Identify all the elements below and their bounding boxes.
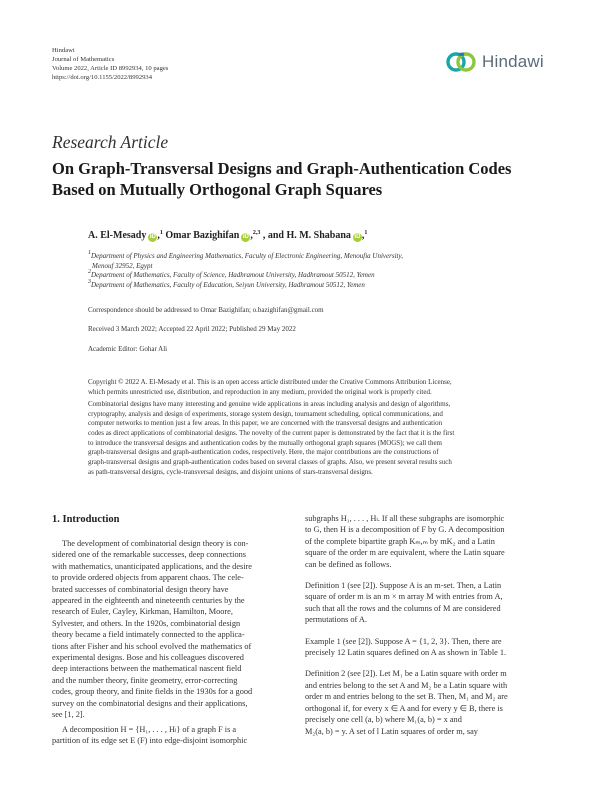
affiliation-2: $^2$Department of Mathematics, Faculty of Science, Hadhramout University, Hadhramout 50512, Yemen [88,269,375,280]
volume-line: Volume 2022, Article ID 8992934, 10 pages [52,65,169,72]
orcid-icon[interactable]: iD [242,234,249,240]
author-2-affil: 2,3 [252,230,261,236]
academic-editor: Academic Editor: Gohar Ali [88,345,168,353]
author-1[interactable]: A. El-Mesady [88,230,147,241]
intro-paragraph-2: A decomposition H = {H₁, . . . , Hₗ} of a graph F is a partition of its edge set E (F) into edge-disjoint isomorphic [52,724,248,745]
copyright-notice: Copyright © 2022 A. El-Mesady et al. This is an open access article distributed under the Creative Commons Attribution License, which permits unrestricted use, distribution, and reproduction in any medium, provided the original work is properly cited. [88,378,452,396]
article-title [52,158,552,200]
author-3[interactable]: H. M. Shabana [286,230,351,241]
example-1: Example 1 (see [2]). Suppose A = {1, 2, 3}. Then, there are precisely 12 Latin squares defined on A as shown in Table 1. [305,636,507,658]
doi-link[interactable]: https://doi.org/10.1155/2022/8992934 [52,74,153,81]
right-paragraph-1: subgraphs H₁, . . . , Hₗ. If all these subgraphs are isomorphic to G, then H is a decomposition of F by G. A decomposition of the complete bipartite graph Kₘ,ₘ by mK₂ and a Latin square of the order m are equivalent, where the Latin square can be defined as follows. [305,514,505,569]
intro-paragraph-1: The development of combinatorial design theory is con- sidered one of the remarkable successes, deep connections with mathematics, unanticipated applications, and the desire to provide ordered objects from apparent chaos. The cele- brated successes of combinatorial design theory have appeared in the eighteenth and nineteenth centuries by the research of Euler, Cayley, Kirkman, Hamilton, Moore, Sylvester, and others. In the 1920s, combinatorial design theory became a field intimately connected to the applica- tions after Fisher and his school evolved the mathematics of experimental designs. Bose and his colleagues discovered deep interactions between the mathematical nascent field and the number theory, finite geometry, error-correcting codes, group theory, and finite fields in the 1930s for a good survey on the combinatorial designs and their applications, see [1, 2]. [52,539,253,720]
hindawi-rings-icon [445,48,479,76]
correspondence: Correspondence should be addressed to Omar Bazighifan; o.bazighifan@gmail.com [88,306,324,314]
author-list: A. El-Mesady iD ,$^1$ Omar Bazighifan iD ,$^{2,3}$ , and H. M. Shabana iD ,$^1$ [88,230,368,241]
publisher-name: Hindawi [52,47,75,54]
section-heading-introduction: 1. Introduction [52,514,120,525]
author-1-affil: 1 [159,230,163,236]
right-column [305,513,552,737]
definition-2: Definition 2 (see [2]). Let M₁ be a Latin square with order m and entries belong to the set A and M₂ be a Latin square with order m and entries belong to the set B. Then, M₁ and M₂ are orthogonal if, for every x ∈ A and for every y ∈ B, there is precisely one cell (a, b) where M₁(a, b) = x and M₂(a, b) = y. A set of l Latin squares of order m, say [305,669,508,736]
author-3-affil: 1 [364,230,368,236]
abstract: Combinatorial designs have many interesting and genuine wide applications in areas including analysis and design of algorithms, cryptography, analysis and design of experiments, storage system design, tournament scheduling, optical communications, and computer networks to mention just a few areas. In this paper, we are concerned with the transversal designs and authentication codes as direct applications of combinatorial designs. The novelty of the current paper is demonstrated by the fact that it is the first to introduce the transversal designs and authentication codes by the mutually orthogonal graph squares (MOGS); we call them graph-transversal designs and graph-authentication codes, respectively. Here, the major contributions are the constructions of graph-transversal designs and graph-authentication codes based on several classes of graphs. Also, we present several results such as path-transversal designs, cycle-transversal designs, and disjoint unions of stars-transversal designs. [88,400,455,476]
affiliation-1-cont: Menouf 32952, Egypt [92,261,153,270]
article-type: Research Article [52,132,169,152]
orcid-icon[interactable]: iD [149,234,156,240]
journal-name: Journal of Mathematics [52,56,115,63]
affiliation-1: $^1$Department of Physics and Engineering Mathematics, Faculty of Electronic Engineering, Menoufia University, [88,250,403,260]
affiliations [88,252,558,290]
left-column [52,538,299,746]
affiliation-3: $^3$Department of Mathematics, Faculty of Education, Seiyun University, Hadhramout 50512, Yemen [88,278,365,289]
article-dates: Received 3 March 2022; Accepted 22 April 2022; Published 29 May 2022 [88,325,296,333]
publication-info [52,46,168,82]
title-line-2: Based on Mutually Orthogonal Graph Squares [52,180,383,199]
orcid-icon[interactable]: iD [354,234,361,240]
author-2[interactable]: Omar Bazighifan [165,230,240,241]
definition-1: Definition 1 (see [2]). Suppose A is an m-set. Then, a Latin square of order m is an m × m array M with entries from A, such that all the rows and the columns of M are considered permutations of A. [305,581,503,625]
logo-text: Hindawi [482,52,544,71]
hindawi-logo[interactable] [445,48,557,76]
title-line-1: On Graph-Transversal Designs and Graph-Authentication Codes [52,159,512,178]
